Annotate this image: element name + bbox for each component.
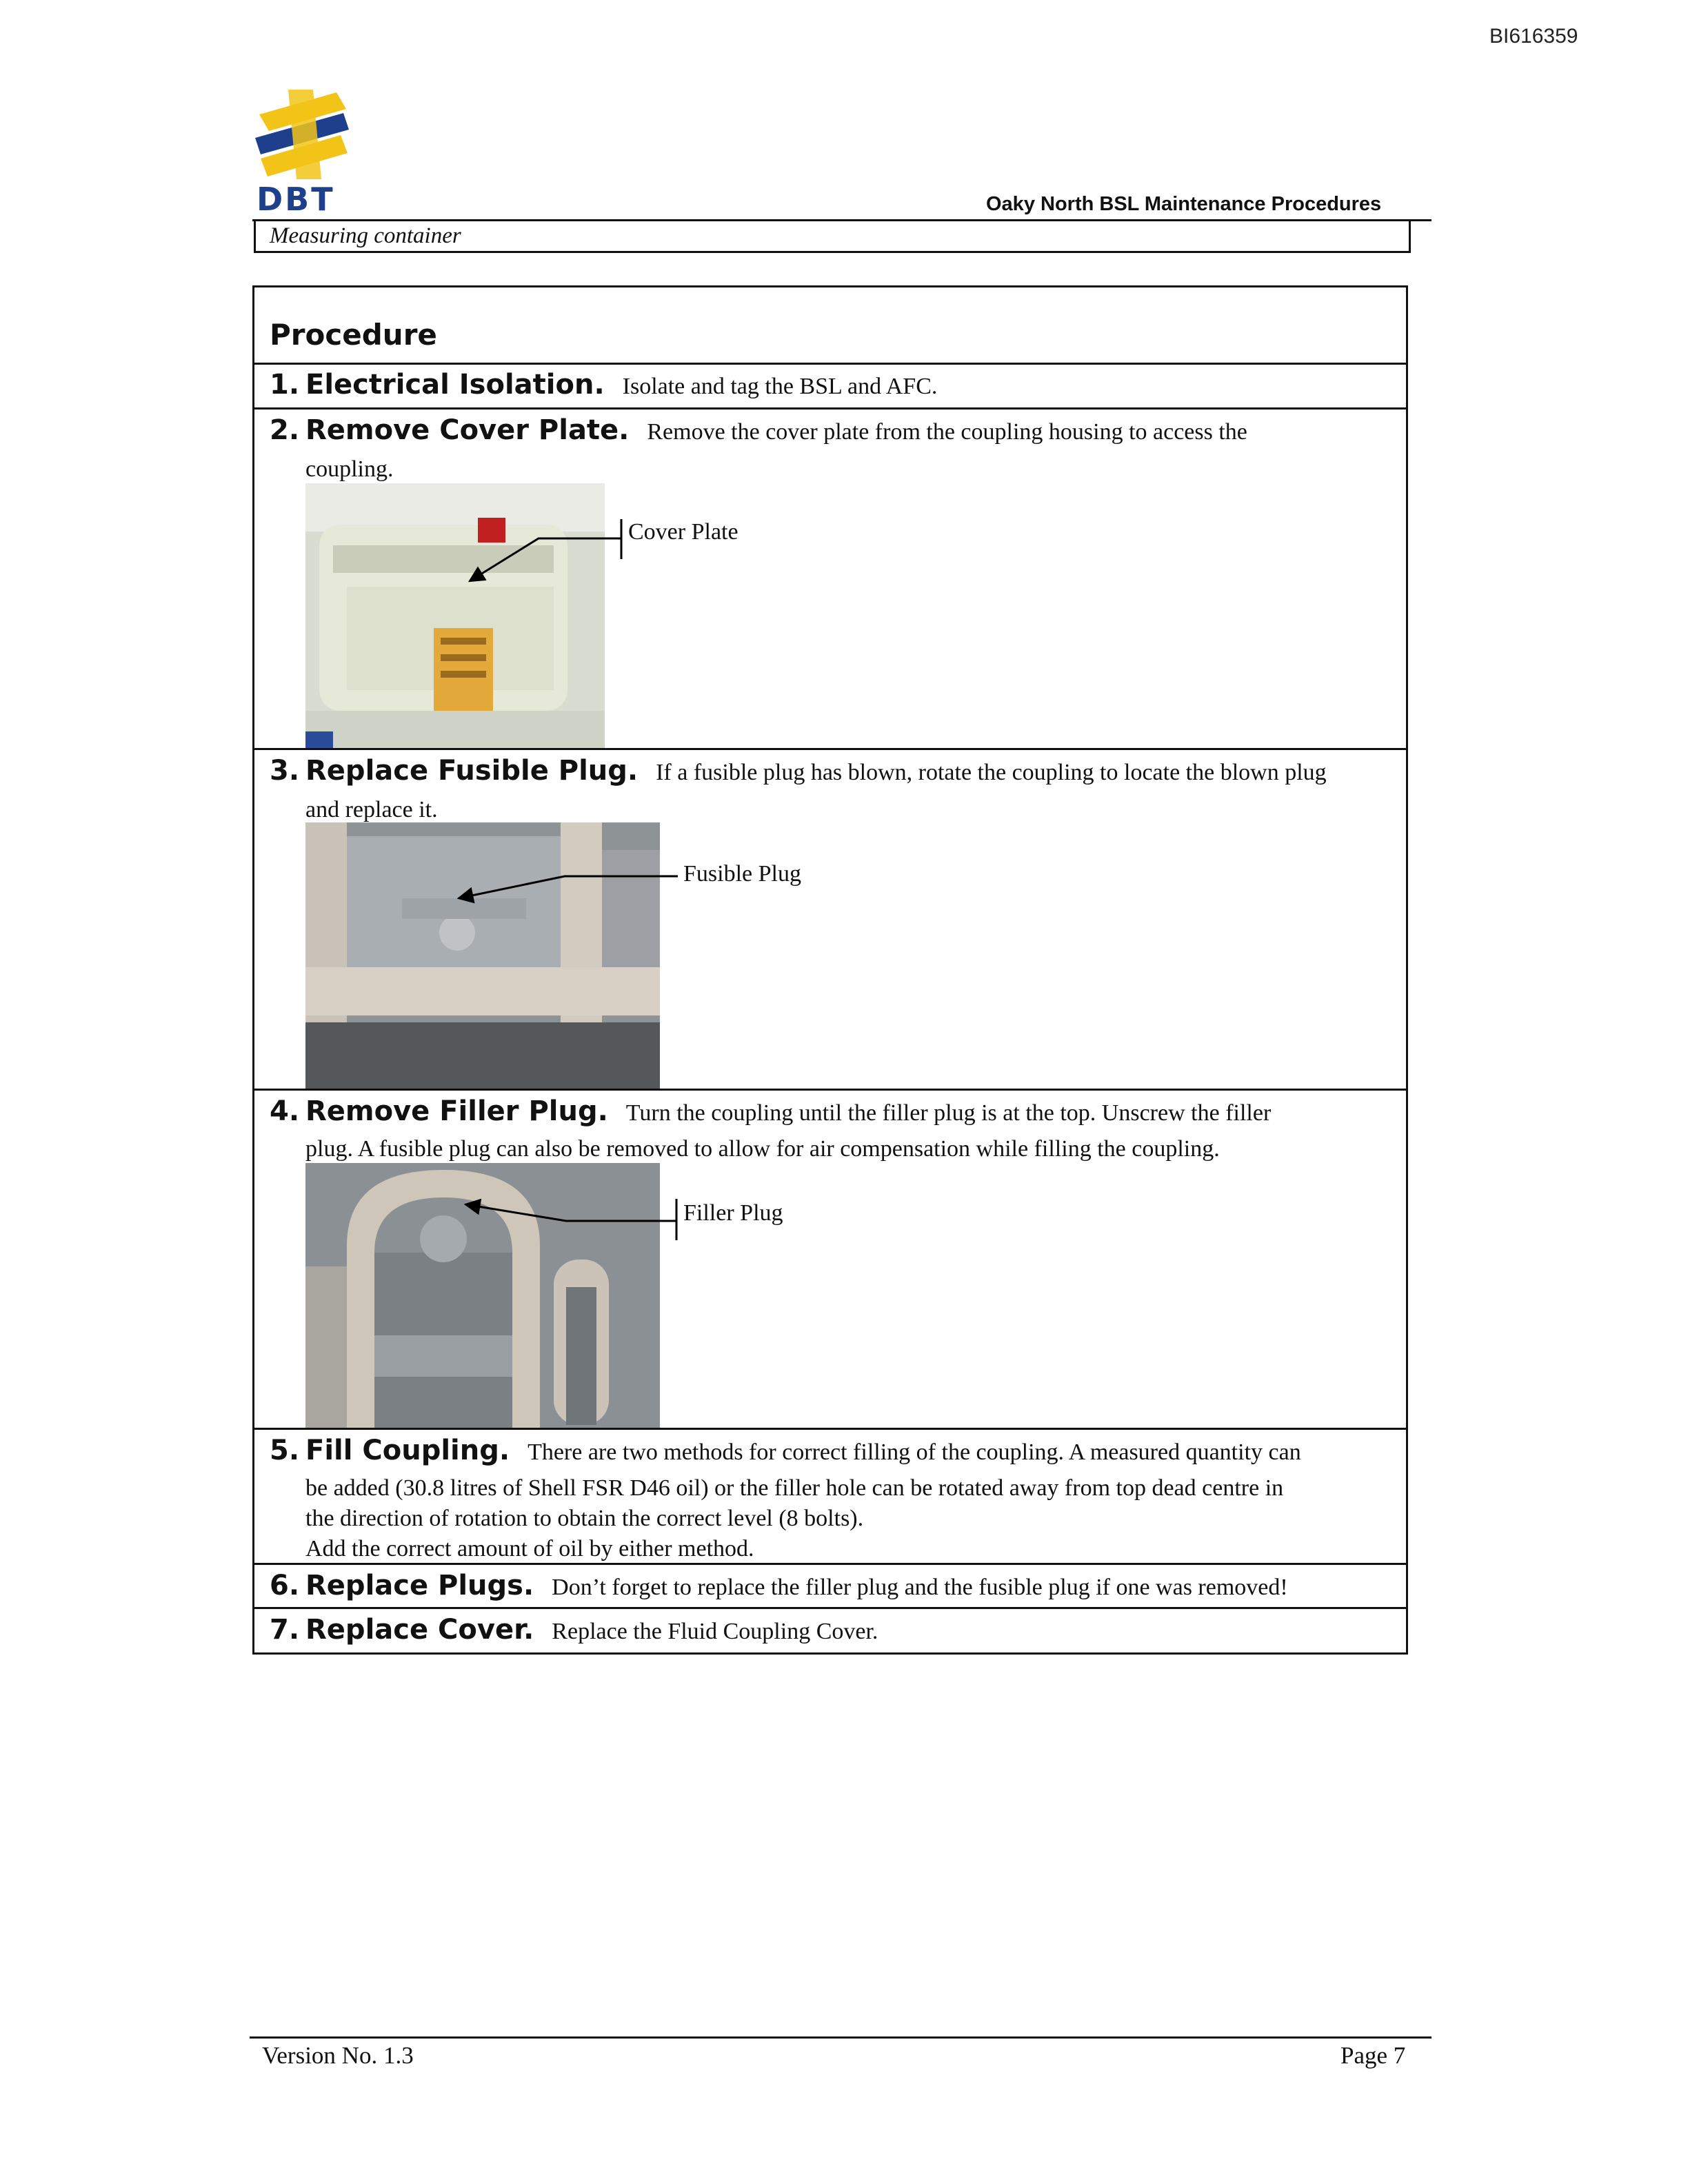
- callout-filler-plug: Filler Plug: [683, 1200, 783, 1226]
- step-text: Replace the Fluid Coupling Cover.: [552, 1619, 878, 1644]
- step-number: 6.: [270, 1570, 300, 1601]
- step-text: There are two methods for correct filling of the coupling. A measured quantity can: [528, 1439, 1301, 1465]
- footer-version: Version No. 1.3: [262, 2042, 414, 2069]
- step-title: Fill Coupling.: [305, 1435, 510, 1466]
- step-text-continued: and replace it.: [305, 797, 438, 822]
- callout-cover-plate: Cover Plate: [628, 519, 738, 545]
- footer-page-number: Page 7: [1340, 2042, 1406, 2069]
- step-7: [270, 1614, 878, 1646]
- step-title: Remove Filler Plug.: [305, 1095, 608, 1127]
- caption-box: [254, 221, 1411, 253]
- header-title: Oaky North BSL Maintenance Procedures: [986, 193, 1382, 215]
- step-6: [270, 1570, 1288, 1601]
- step-number: 4.: [270, 1095, 300, 1127]
- step-5: [270, 1435, 1301, 1466]
- step-text-continued: the direction of rotation to obtain the correct level (8 bolts).: [305, 1506, 864, 1531]
- step-number: 7.: [270, 1614, 300, 1646]
- step-title: Electrical Isolation.: [305, 369, 605, 401]
- step-title: Replace Fusible Plug.: [305, 755, 639, 787]
- step-title: Remove Cover Plate.: [305, 414, 630, 446]
- step-title: Replace Plugs.: [305, 1570, 534, 1601]
- logo-wordmark: DBT: [257, 181, 335, 218]
- step-text-continued: Add the correct amount of oil by either method.: [305, 1536, 754, 1561]
- footer-rule: [250, 2036, 1431, 2039]
- step-number: 1.: [270, 369, 300, 401]
- step-text: Isolate and tag the BSL and AFC.: [622, 374, 938, 399]
- step-number: 2.: [270, 414, 300, 446]
- step-text-continued: be added (30.8 litres of Shell FSR D46 oil) or the filler hole can be rotated away from top dead centre in: [305, 1475, 1284, 1501]
- step-number: 5.: [270, 1435, 300, 1466]
- step-text: Turn the coupling until the filler plug is at the top. Unscrew the filler: [625, 1100, 1272, 1126]
- step-number: 3.: [270, 755, 300, 787]
- step-text: Remove the cover plate from the coupling housing to access the: [647, 419, 1247, 445]
- step-text-continued: coupling.: [305, 456, 394, 482]
- callout-fusible-plug: Fusible Plug: [683, 861, 801, 887]
- caption-text: Measuring container: [270, 223, 461, 248]
- document-id: BI616359: [1489, 25, 1578, 48]
- step-text: Don’t forget to replace the filler plug and the fusible plug if one was removed!: [552, 1575, 1288, 1600]
- step-title: Replace Cover.: [305, 1614, 534, 1646]
- step-text: If a fusible plug has blown, rotate the coupling to locate the blown plug: [656, 760, 1327, 785]
- procedure-table: [252, 285, 1408, 1655]
- step-text-continued: plug. A fusible plug can also be removed to allow for air compensation while filling the coupling.: [305, 1136, 1220, 1162]
- procedure-heading: Procedure: [270, 318, 437, 352]
